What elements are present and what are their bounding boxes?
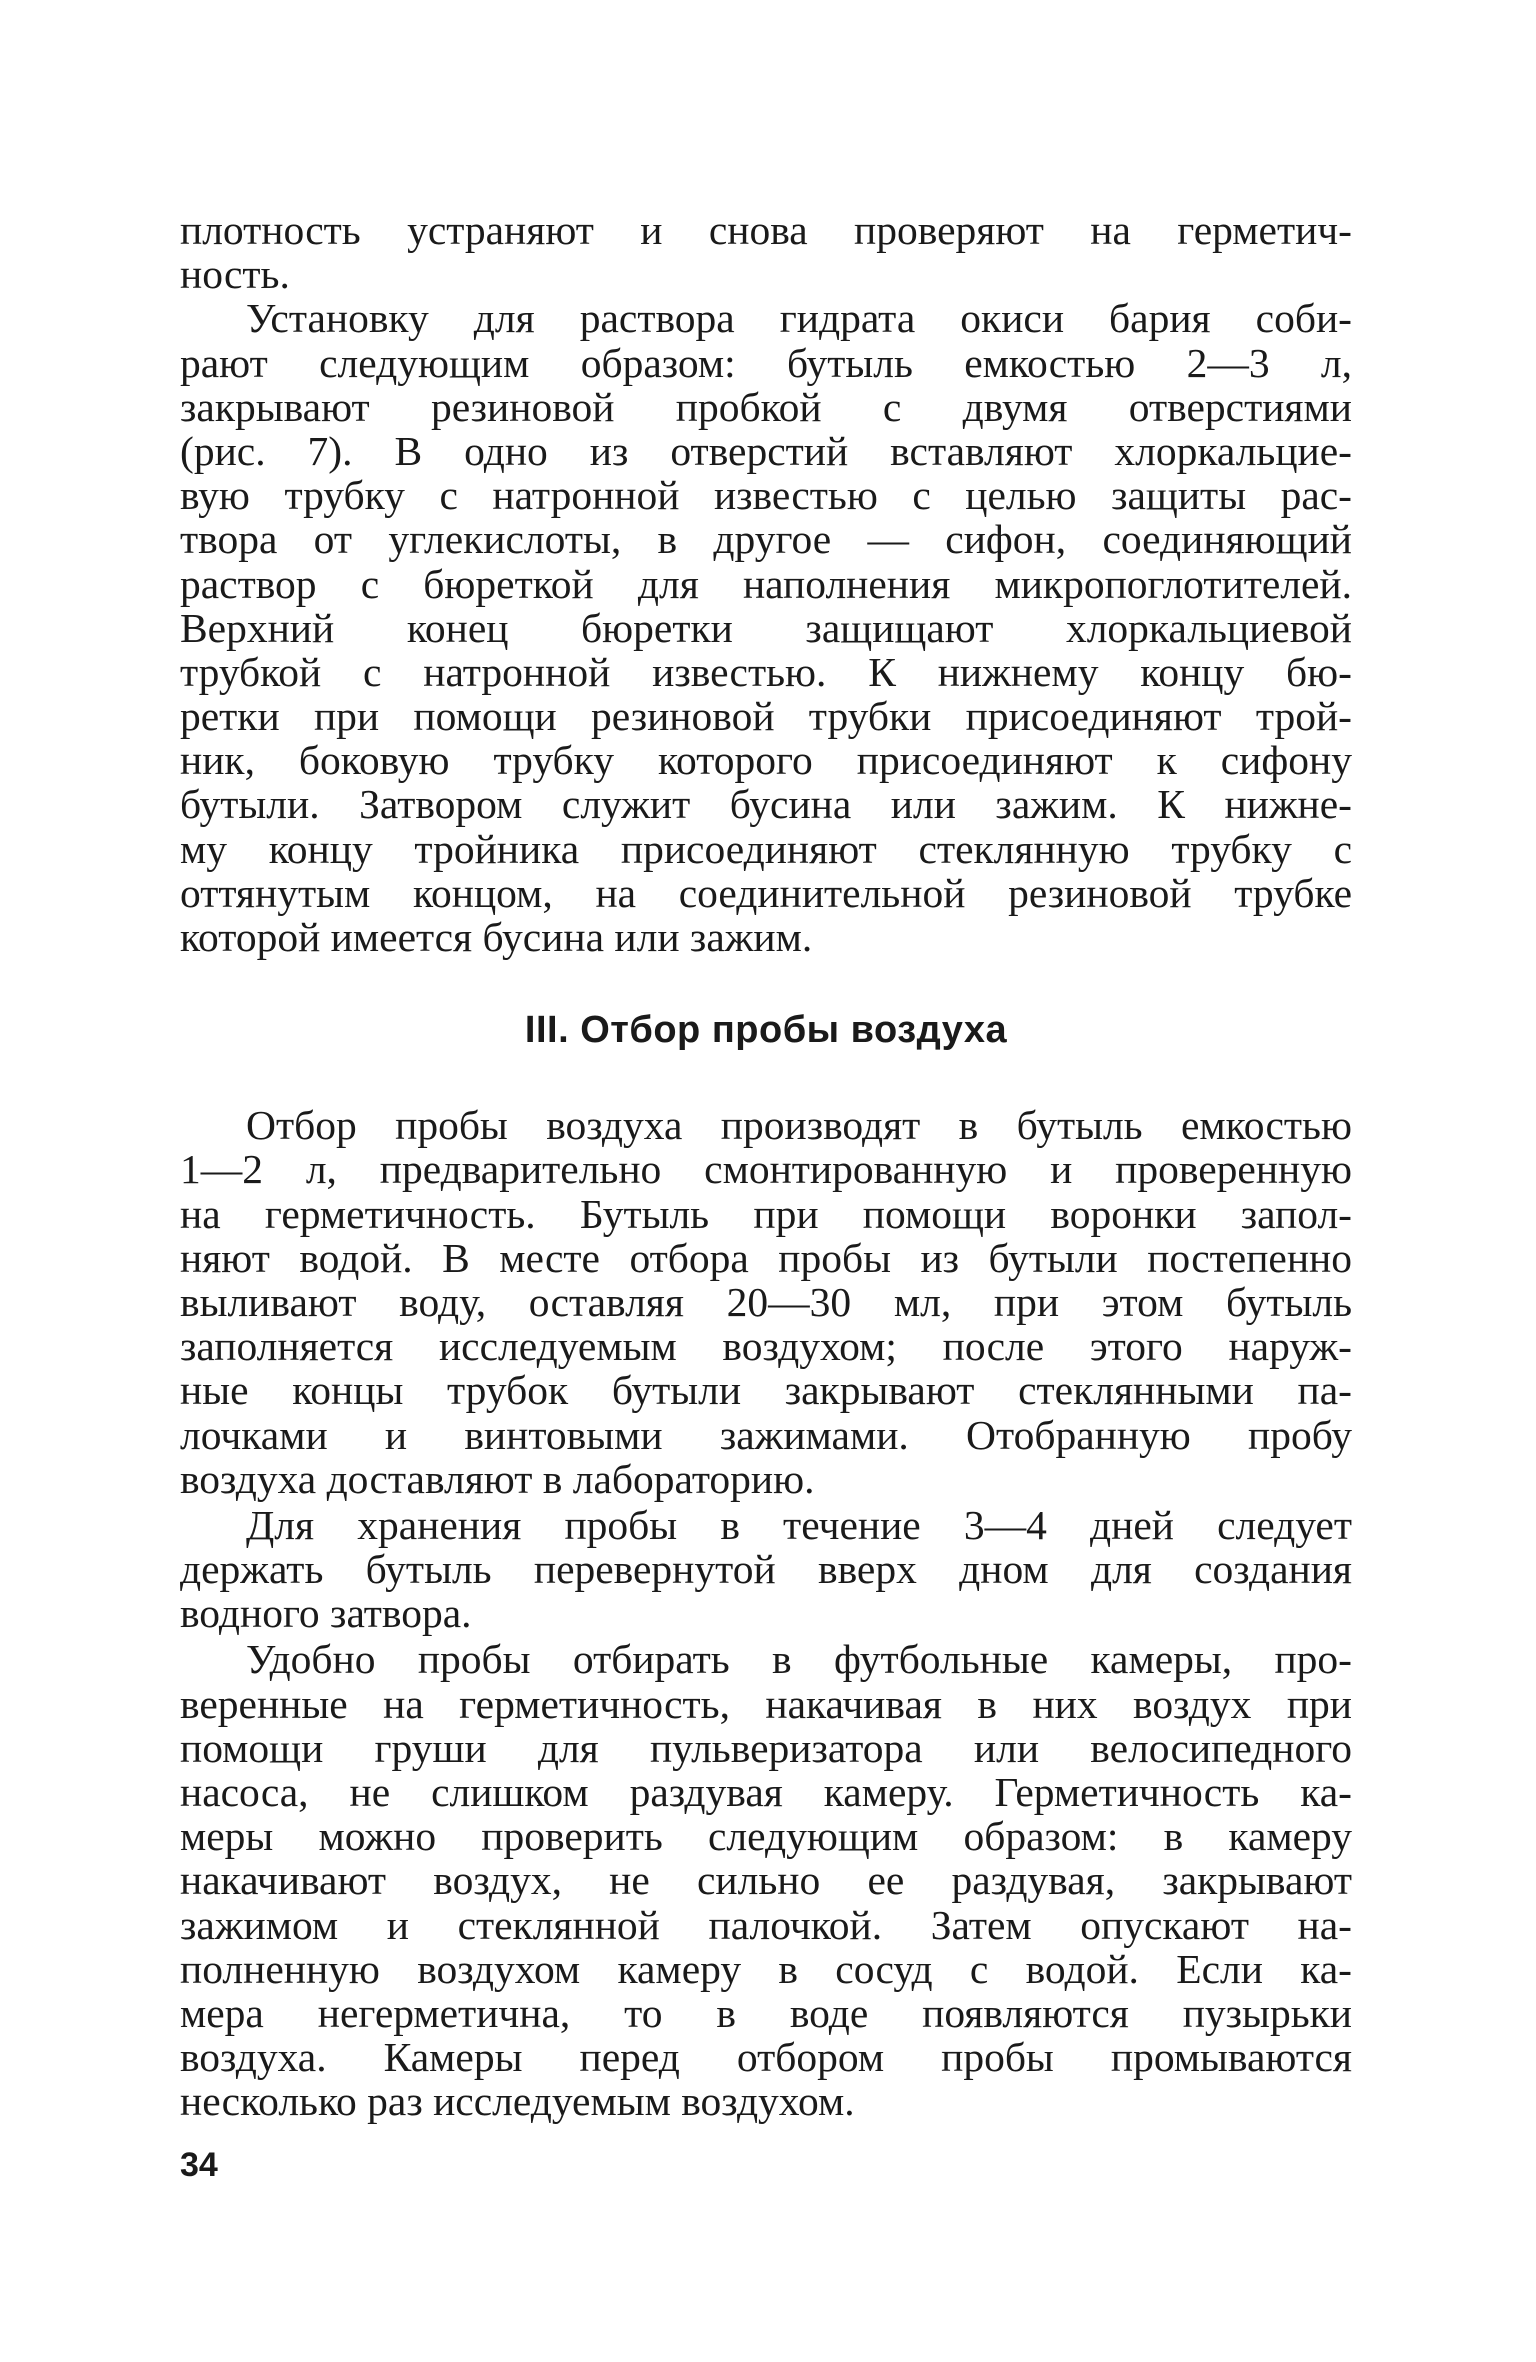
text-line: ность.	[180, 251, 290, 298]
text-line: трубкой с натронной известью. К нижнему концу бю-	[180, 648, 1352, 695]
paragraph-air-sampling	[180, 1103, 1352, 1501]
text-line: несколько раз исследуемым воздухом.	[180, 2078, 855, 2125]
page-body	[180, 208, 1352, 2328]
text-line: ник, боковую трубку которого присоединяют к сифону	[180, 737, 1352, 784]
text-line: раствор с бюреткой для наполнения микропоглотителей.	[180, 560, 1352, 607]
page-number: 34	[180, 2146, 218, 2184]
text-line: насоса, не слишком раздувая камеру. Герметичность ка-	[180, 1769, 1352, 1815]
text-line: рают следующим образом: бутыль емкостью 2—3 л,	[180, 339, 1352, 386]
text-line: заполняется исследуемым воздухом; после этого наруж-	[180, 1323, 1352, 1370]
text-line: закрывают резиновой пробкой с двумя отверстиями	[180, 383, 1352, 430]
paragraph-setup-description	[180, 296, 1352, 959]
text-line: воздуха доставляют в лабораторию.	[180, 1455, 815, 1502]
text-line: зажимом и стеклянной палочкой. Затем опускают на-	[180, 1901, 1352, 1948]
text-line: помощи груши для пульверизатора или велосипедного	[180, 1724, 1352, 1771]
text-line: Установку для раствора гидрата окиси бария соби-	[246, 295, 1352, 342]
text-line: водного затвора.	[180, 1590, 472, 1637]
text-line: ные концы трубок бутыли закрывают стеклянными па-	[180, 1367, 1352, 1414]
text-line: Для хранения пробы в течение 3—4 дней следует	[246, 1501, 1352, 1548]
text-line: держать бутыль перевернутой вверх дном для создания	[180, 1546, 1352, 1593]
text-line: оттянутым концом, на соединительной резиновой трубке	[180, 869, 1352, 916]
text-line: Удобно пробы отбирать в футбольные камеры, про-	[246, 1636, 1352, 1683]
text-line: воздуха. Камеры перед отбором пробы промываются	[180, 2034, 1352, 2081]
text-line: на герметичность. Бутыль при помощи воронки запол-	[180, 1190, 1352, 1237]
text-line: выливают воду, оставляя 20—30 мл, при этом бутыль	[180, 1278, 1352, 1325]
text-line: которой имеется бусина или зажим.	[180, 914, 813, 960]
paragraph-continuation	[180, 208, 1352, 296]
text-line: твора от углекислоты, в другое — сифон, соединяющий	[180, 516, 1352, 563]
text-line: меры можно проверить следующим образом: в камеру	[180, 1813, 1352, 1860]
text-line: Верхний конец бюретки защищают хлоркальциевой	[180, 604, 1352, 651]
text-line: няют водой. В месте отбора пробы из бутыли постепенно	[180, 1234, 1352, 1281]
text-line: накачивают воздух, не сильно ее раздувая, закрывают	[180, 1857, 1352, 1904]
text-line: му концу тройника присоединяют стеклянную трубку с	[180, 825, 1352, 872]
text-line: лочками и винтовыми зажимами. Отобранную пробу	[180, 1411, 1352, 1458]
text-line: веренные на герметичность, накачивая в них воздух при	[180, 1680, 1352, 1727]
text-line: Отбор пробы воздуха производят в бутыль емкостью	[246, 1102, 1352, 1149]
text-line: плотность устраняют и снова проверяют на герметич-	[180, 207, 1352, 253]
text-line: мера негерметична, то в воде появляются пузырьки	[180, 1989, 1352, 2036]
text-line: полненную воздухом камеру в сосуд с водой. Если ка-	[180, 1945, 1352, 1992]
text-line: ретки при помощи резиновой трубки присоединяют трой-	[180, 693, 1352, 740]
text-line: бутыли. Затвором служит бусина или зажим. К нижне-	[180, 781, 1352, 828]
paragraph-storage	[180, 1503, 1352, 1636]
paragraph-football-chambers	[180, 1637, 1352, 2123]
section-heading: III. Отбор пробы воздуха	[524, 1009, 1008, 1052]
text-line: вую трубку с натронной известью с целью защиты рас-	[180, 472, 1352, 519]
text-line: 1—2 л, предварительно смонтированную и проверенную	[180, 1146, 1352, 1193]
text-line: (рис. 7). В одно из отверстий вставляют хлоркальцие-	[180, 427, 1352, 474]
